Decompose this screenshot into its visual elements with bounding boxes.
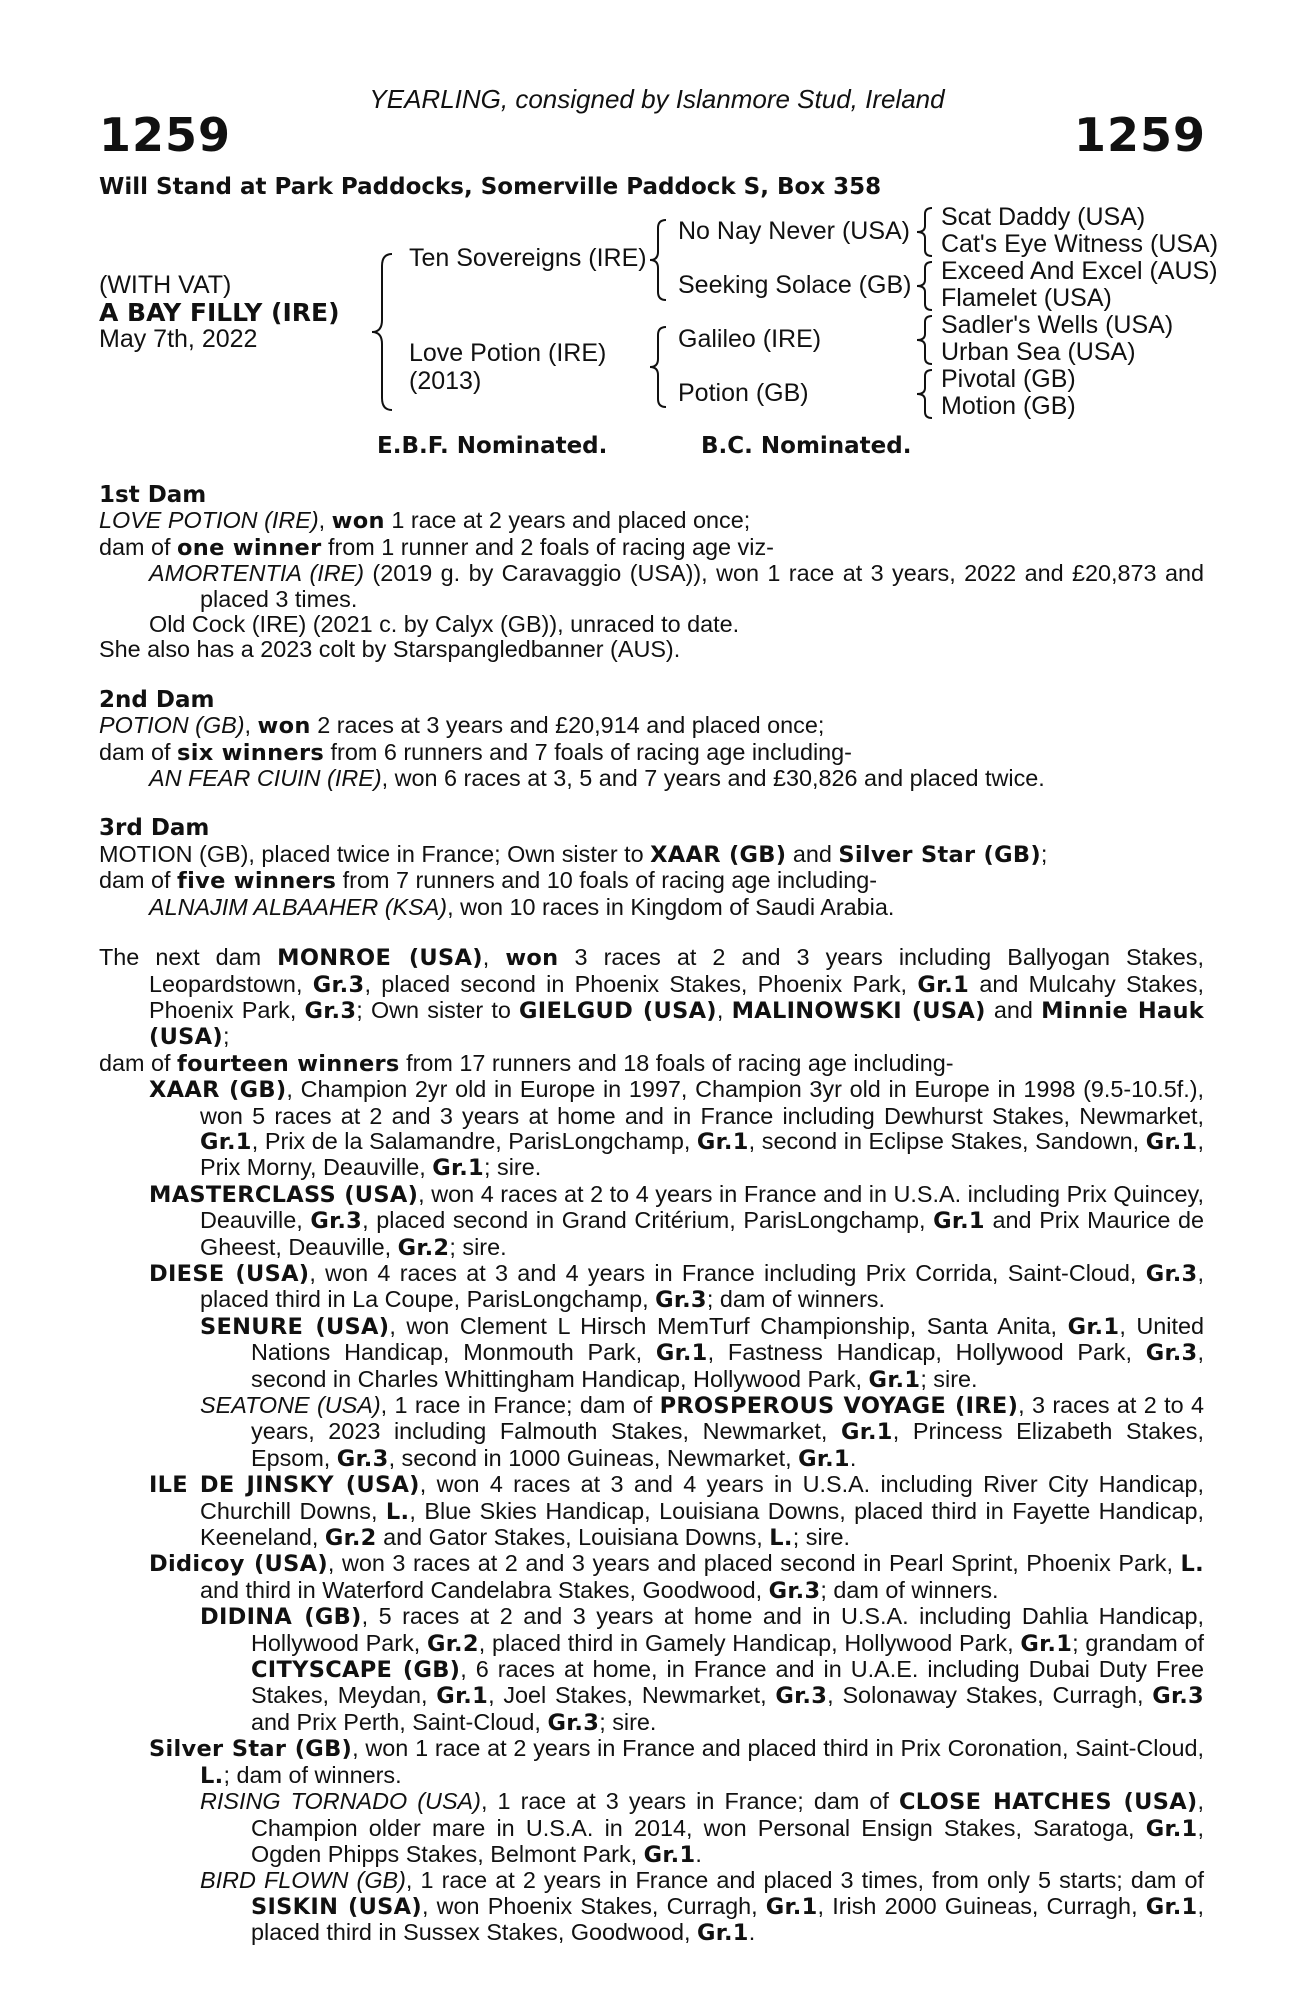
produce-old-cock: Old Cock (IRE) (2021 c. by Calyx (GB)), unraced to date.: [149, 611, 740, 638]
produce-diese: DIESE (USA), won 4 races at 3 and 4 years in France including Prix Corrida, Saint-Cloud, Gr.3, placed third in La Coupe, ParisLongchamp, Gr.3; dam of winners.: [149, 1259, 1204, 1314]
brace-no-nay-never: [914, 206, 936, 258]
pedigree-brace-dam: [648, 325, 670, 409]
produce-didicoy: Didicoy (USA), won 3 races at 2 and 3 years and placed second in Pearl Sprint, Phoenix Park, L. and third in Waterford Candelabra Stakes, Goodwood, Gr.3; dam of winners.: [149, 1550, 1204, 1604]
next-dam-produce-intro: dam of fourteen winners from 17 runners and 18 foals of racing age including-: [99, 1049, 954, 1077]
brace-seeking-solace: [914, 260, 936, 312]
produce-silver-star: Silver Star (GB), won 1 race at 2 years in France and placed third in Prix Coronation, Saint-Cloud, L.; dam of winners.: [149, 1735, 1204, 1789]
sire-name: Ten Sovereigns (IRE): [409, 244, 647, 272]
pedigree-brace-main: [370, 252, 398, 412]
produce-seatone: SEATONE (USA), 1 race in France; dam of PROSPEROUS VOYAGE (IRE), 3 races at 2 to 4 years, 2023 including Falmouth Stakes, Newmarket, Gr.1, Princess Elizabeth Stakes, Epsom, Gr.3, second in 1000 Guineas, Newmarket, Gr.1.: [200, 1392, 1205, 1472]
produce-bird-flown: BIRD FLOWN (GB), 1 race at 2 years in France and placed 3 times, from only 5 starts; dam of SISKIN (USA), won Phoenix Stakes, Curragh, Gr.1, Irish 2000 Guineas, Curragh, Gr.1, placed third in Sussex Stakes, Goodwood, Gr.1.: [200, 1867, 1205, 1947]
dam-year: (2013): [409, 367, 482, 395]
first-dam-produce-intro: dam of one winner from 1 runner and 2 foals of racing age viz-: [99, 533, 774, 561]
next-dam-para: The next dam MONROE (USA), won 3 races at 2 and 3 years including Ballyogan Stakes, Leopardstown, Gr.3, placed second in Phoenix Stakes, Phoenix Park, Gr.1 and Mulcahy Stakes, Phoenix Park, Gr.3; Own sister to GIELGUD (USA), MALINOWSKI (USA) and Minnie Hauk (USA);: [99, 944, 1205, 1051]
first-dam-para: LOVE POTION (IRE), won 1 race at 2 years and placed once;: [99, 507, 751, 535]
produce-alnajim: ALNAJIM ALBAAHER (KSA), won 10 races in Kingdom of Saudi Arabia.: [149, 893, 895, 920]
pedigree-brace-sire: [648, 218, 670, 302]
produce-an-fear-ciuin: AN FEAR CIUIN (IRE), won 6 races at 3, 5 and 7 years and £30,826 and placed twice.: [149, 765, 1045, 792]
brace-potion: [914, 368, 936, 420]
dam-sire: Galileo (IRE): [678, 325, 822, 353]
third-dam-heading: 3rd Dam: [99, 815, 210, 842]
produce-rising-tornado: RISING TORNADO (USA), 1 race at 3 years in France; dam of CLOSE HATCHES (USA), Champion older mare in U.S.A. in 2014, won Personal Ensign Stakes, Saratoga, Gr.1, Ogden Phipps Stakes, Belmont Park, Gr.1.: [200, 1788, 1204, 1868]
dam-dam: Potion (GB): [678, 379, 809, 407]
stand-location: Will Stand at Park Paddocks, Somerville Paddock S, Box 358: [99, 174, 882, 200]
ebf-nominated: E.B.F. Nominated.: [377, 433, 608, 459]
second-dam-heading: 2nd Dam: [99, 686, 215, 713]
lot-number-right: 1259: [1073, 108, 1206, 162]
produce-masterclass: MASTERCLASS (USA), won 4 races at 2 to 4 years in France and in U.S.A. including Prix Quincey, Deauville, Gr.3, placed second in Grand Critérium, ParisLongchamp, Gr.1 and Prix Maurice de Gheest, Deauville, Gr.2; sire.: [149, 1180, 1204, 1261]
third-dam-produce-intro: dam of five winners from 7 runners and 10 foals of racing age including-: [99, 867, 878, 895]
produce-ile-de-jinsky: ILE DE JINSKY (USA), won 4 races at 3 and 4 years in U.S.A. including River City Handicap, Churchill Downs, L., Blue Skies Handicap, Louisiana Downs, placed third in Fayette Handicap, Keeneland, Gr.2 and Gator Stakes, Louisiana Downs, L.; sire.: [149, 1471, 1204, 1552]
gg-sire-2: Exceed And Excel (AUS): [941, 257, 1218, 285]
gg-sire-4: Pivotal (GB): [941, 365, 1076, 393]
horse-name: A BAY FILLY (IRE): [99, 298, 340, 327]
bc-nominated: B.C. Nominated.: [701, 433, 912, 459]
sire-sire: No Nay Never (USA): [678, 217, 910, 245]
third-dam-para: MOTION (GB), placed twice in France; Own sister to XAAR (GB) and Silver Star (GB);: [99, 840, 1048, 868]
foaling-date: May 7th, 2022: [99, 325, 258, 353]
lot-number-left: 1259: [99, 108, 232, 162]
second-dam-para: POTION (GB), won 2 races at 3 years and £20,914 and placed once;: [99, 712, 825, 740]
produce-senure: SENURE (USA), won Clement L Hirsch MemTurf Championship, Santa Anita, Gr.1, United Nations Handicap, Monmouth Park, Gr.1, Fastness Handicap, Hollywood Park, Gr.3, second in Charles Whittingham Handicap, Hollywood Park, Gr.1; sire.: [200, 1312, 1204, 1393]
gg-dam-4: Motion (GB): [941, 392, 1076, 420]
vat-note: (WITH VAT): [99, 271, 232, 299]
gg-sire-1: Scat Daddy (USA): [941, 203, 1146, 231]
gg-dam-2: Flamelet (USA): [941, 284, 1112, 312]
consignment-line: YEARLING, consigned by Islanmore Stud, Ireland: [369, 84, 945, 114]
gg-sire-3: Sadler's Wells (USA): [941, 311, 1174, 339]
produce-amortentia: AMORTENTIA (IRE) (2019 g. by Caravaggio (USA)), won 1 race at 3 years, 2022 and £20,873 and placed 3 times.: [149, 560, 1204, 612]
gg-dam-1: Cat's Eye Witness (USA): [941, 230, 1219, 258]
catalogue-body: [99, 483, 1204, 1947]
second-dam-produce-intro: dam of six winners from 6 runners and 7 foals of racing age including-: [99, 738, 852, 766]
produce-didina: DIDINA (GB), 5 races at 2 and 3 years at home and in U.S.A. including Dahlia Handicap, Hollywood Park, Gr.2, placed third in Gamely Handicap, Hollywood Park, Gr.1; grandam of CITYSCAPE (GB), 6 races at home, in France and in U.A.E. including Dubai Duty Free Stakes, Meydan, Gr.1, Joel Stakes, Newmarket, Gr.3, Solonaway Stakes, Curragh, Gr.3 and Prix Perth, Saint-Cloud, Gr.3; sire.: [200, 1603, 1205, 1736]
dam-name: Love Potion (IRE): [409, 339, 607, 367]
first-dam-heading: 1st Dam: [99, 482, 207, 508]
produce-2023: She also has a 2023 colt by Starspangledbanner (AUS).: [99, 636, 681, 663]
sire-dam: Seeking Solace (GB): [678, 271, 912, 299]
brace-galileo: [914, 314, 936, 366]
gg-dam-3: Urban Sea (USA): [941, 338, 1136, 366]
produce-xaar: XAAR (GB), Champion 2yr old in Europe in 1997, Champion 3yr old in Europe in 1998 (9.5-10.5f.), won 5 races at 2 and 3 years at home and in France including Dewhurst Stakes, Newmarket, Gr.1, Prix de la Salamandre, ParisLongchamp, Gr.1, second in Eclipse Stakes, Sandown, Gr.1, Prix Morny, Deauville, Gr.1; sire.: [149, 1076, 1204, 1182]
